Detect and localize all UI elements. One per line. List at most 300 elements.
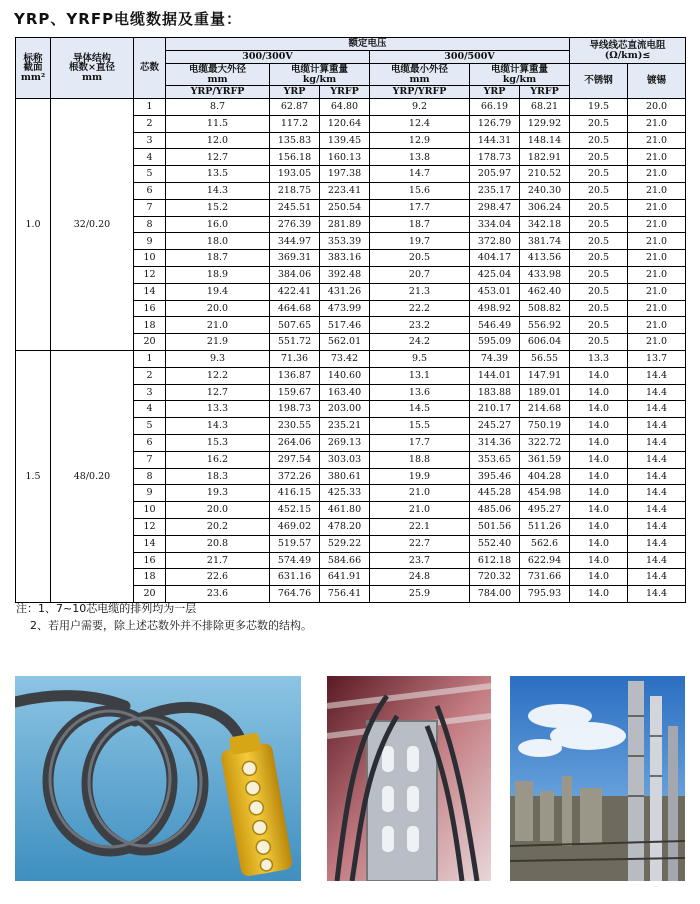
table-cell: 147.91 bbox=[520, 367, 570, 384]
table-cell: 21.7 bbox=[166, 552, 270, 569]
table-cell: 24.8 bbox=[370, 569, 470, 586]
table-cell: 21.0 bbox=[166, 317, 270, 334]
table-cell: 12.7 bbox=[166, 384, 270, 401]
col-header-yrp-yrfp: YRP/YRFP bbox=[166, 86, 270, 99]
table-cell: 14.4 bbox=[628, 552, 686, 569]
col-header-yrfp: YRFP bbox=[520, 86, 570, 99]
table-cell: 210.52 bbox=[520, 166, 570, 183]
table-cell: 14.4 bbox=[628, 384, 686, 401]
table-cell: 485.06 bbox=[470, 502, 520, 519]
table-cell: 20.5 bbox=[570, 182, 628, 199]
table-cell: 9 bbox=[134, 233, 166, 250]
table-cell: 495.27 bbox=[520, 502, 570, 519]
table-cell: 14 bbox=[134, 283, 166, 300]
col-header-rated-voltage: 额定电压 bbox=[166, 38, 570, 51]
table-cell: 156.18 bbox=[270, 149, 320, 166]
table-cell: 381.74 bbox=[520, 233, 570, 250]
table-cell: 7 bbox=[134, 199, 166, 216]
table-cell: 454.98 bbox=[520, 485, 570, 502]
col-header-min-od: 电缆最小外径 mm bbox=[370, 64, 470, 86]
table-cell: 19.9 bbox=[370, 468, 470, 485]
table-cell: 380.61 bbox=[320, 468, 370, 485]
table-cell: 15.5 bbox=[370, 418, 470, 435]
table-cell: 20.5 bbox=[570, 166, 628, 183]
table-cell: 21.0 bbox=[628, 182, 686, 199]
table-cell: 20.5 bbox=[570, 216, 628, 233]
table-cell: 276.39 bbox=[270, 216, 320, 233]
table-cell: 562.6 bbox=[520, 535, 570, 552]
table-cell: 14.4 bbox=[628, 401, 686, 418]
table-cell: 21.0 bbox=[370, 502, 470, 519]
table-cell: 66.19 bbox=[470, 99, 520, 116]
table-cell: 6 bbox=[134, 434, 166, 451]
table-cell: 24.2 bbox=[370, 334, 470, 351]
col-header-yrp: YRP bbox=[470, 86, 520, 99]
table-cell: 14.0 bbox=[570, 552, 628, 569]
table-cell: 361.59 bbox=[520, 451, 570, 468]
table-cell: 19.3 bbox=[166, 485, 270, 502]
table-cell: 18.0 bbox=[166, 233, 270, 250]
col-header-300-300v: 300/300V bbox=[166, 51, 370, 64]
table-cell: 18.7 bbox=[166, 250, 270, 267]
table-cell: 14.3 bbox=[166, 182, 270, 199]
table-cell: 9 bbox=[134, 485, 166, 502]
table-cell: 501.56 bbox=[470, 518, 520, 535]
table-cell: 21.3 bbox=[370, 283, 470, 300]
table-cell: 14.0 bbox=[570, 401, 628, 418]
table-cell: 235.17 bbox=[470, 182, 520, 199]
table-cell: 19.7 bbox=[370, 233, 470, 250]
structure-cell: 32/0.20 bbox=[51, 99, 134, 351]
table-cell: 235.21 bbox=[320, 418, 370, 435]
table-cell: 574.49 bbox=[270, 552, 320, 569]
table-cell: 245.27 bbox=[470, 418, 520, 435]
table-cell: 73.42 bbox=[320, 350, 370, 367]
table-cell: 14.0 bbox=[570, 518, 628, 535]
table-cell: 529.22 bbox=[320, 535, 370, 552]
page-title: YRP、YRFP电缆数据及重量： bbox=[14, 10, 243, 28]
table-cell: 9.3 bbox=[166, 350, 270, 367]
col-header-section: 标称 截面 mm² bbox=[16, 38, 51, 99]
table-cell: 14.4 bbox=[628, 451, 686, 468]
table-cell: 322.72 bbox=[520, 434, 570, 451]
table-cell: 18 bbox=[134, 317, 166, 334]
col-header-weight-500: 电缆计算重量 kg/km bbox=[470, 64, 570, 86]
table-cell: 23.6 bbox=[166, 586, 270, 603]
table-cell: 314.36 bbox=[470, 434, 520, 451]
table-cell: 14.4 bbox=[628, 502, 686, 519]
section-cell: 1.0 bbox=[16, 99, 51, 351]
table-cell: 74.39 bbox=[470, 350, 520, 367]
table-cell: 14.4 bbox=[628, 586, 686, 603]
table-cell: 13.7 bbox=[628, 350, 686, 367]
table-cell: 21.0 bbox=[628, 334, 686, 351]
table-cell: 203.00 bbox=[320, 401, 370, 418]
table-cell: 473.99 bbox=[320, 300, 370, 317]
table-cell: 17.7 bbox=[370, 199, 470, 216]
table-cell: 384.06 bbox=[270, 266, 320, 283]
table-cell: 20.5 bbox=[570, 132, 628, 149]
table-cell: 19.5 bbox=[570, 99, 628, 116]
col-header-structure: 导体结构 根数×直径 mm bbox=[51, 38, 134, 99]
table-cell: 413.56 bbox=[520, 250, 570, 267]
table-cell: 13.5 bbox=[166, 166, 270, 183]
table-cell: 404.17 bbox=[470, 250, 520, 267]
col-header-weight-300: 电缆计算重量 kg/km bbox=[270, 64, 370, 86]
table-cell: 453.01 bbox=[470, 283, 520, 300]
table-cell: 461.80 bbox=[320, 502, 370, 519]
table-cell: 18.3 bbox=[166, 468, 270, 485]
table-cell: 12.2 bbox=[166, 367, 270, 384]
table-cell: 13.1 bbox=[370, 367, 470, 384]
table-cell: 64.80 bbox=[320, 99, 370, 116]
table-cell: 21.0 bbox=[628, 266, 686, 283]
table-cell: 306.24 bbox=[520, 199, 570, 216]
table-cell: 68.21 bbox=[520, 99, 570, 116]
table-cell: 21.0 bbox=[628, 132, 686, 149]
table-cell: 20.5 bbox=[570, 250, 628, 267]
table-cell: 11.5 bbox=[166, 115, 270, 132]
notes bbox=[16, 600, 312, 634]
table-cell: 18 bbox=[134, 569, 166, 586]
table-cell: 250.54 bbox=[320, 199, 370, 216]
table-cell: 281.89 bbox=[320, 216, 370, 233]
table-cell: 372.80 bbox=[470, 233, 520, 250]
table-cell: 344.97 bbox=[270, 233, 320, 250]
table-cell: 193.05 bbox=[270, 166, 320, 183]
table-cell: 18.7 bbox=[370, 216, 470, 233]
section-cell: 1.5 bbox=[16, 350, 51, 602]
table-cell: 14.4 bbox=[628, 518, 686, 535]
table-cell: 14.7 bbox=[370, 166, 470, 183]
table-cell: 21.0 bbox=[628, 300, 686, 317]
table-cell: 720.32 bbox=[470, 569, 520, 586]
refinery-photo bbox=[510, 676, 685, 881]
table-cell: 21.0 bbox=[370, 485, 470, 502]
table-cell: 425.04 bbox=[470, 266, 520, 283]
table-cell: 20.0 bbox=[628, 99, 686, 116]
table-cell: 20.5 bbox=[370, 250, 470, 267]
table-cell: 21.0 bbox=[628, 233, 686, 250]
table-cell: 21.0 bbox=[628, 115, 686, 132]
table-cell: 631.16 bbox=[270, 569, 320, 586]
table-cell: 511.26 bbox=[520, 518, 570, 535]
table-cell: 14.0 bbox=[570, 451, 628, 468]
table-cell: 353.65 bbox=[470, 451, 520, 468]
table-cell: 22.1 bbox=[370, 518, 470, 535]
table-cell: 264.06 bbox=[270, 434, 320, 451]
table-cell: 478.20 bbox=[320, 518, 370, 535]
table-cell: 8.7 bbox=[166, 99, 270, 116]
table-cell: 5 bbox=[134, 166, 166, 183]
table-cell: 21.0 bbox=[628, 166, 686, 183]
col-header-yrp: YRP bbox=[270, 86, 320, 99]
table-cell: 297.54 bbox=[270, 451, 320, 468]
table-cell: 395.46 bbox=[470, 468, 520, 485]
table-cell: 12.9 bbox=[370, 132, 470, 149]
table-cell: 606.04 bbox=[520, 334, 570, 351]
table-cell: 14.0 bbox=[570, 502, 628, 519]
table-cell: 148.14 bbox=[520, 132, 570, 149]
table-cell: 21.0 bbox=[628, 317, 686, 334]
table-cell: 15.3 bbox=[166, 434, 270, 451]
table-cell: 14 bbox=[134, 535, 166, 552]
table-cell: 383.16 bbox=[320, 250, 370, 267]
table-cell: 14.0 bbox=[570, 384, 628, 401]
table-cell: 15.6 bbox=[370, 182, 470, 199]
table-cell: 14.0 bbox=[570, 367, 628, 384]
table-cell: 795.93 bbox=[520, 586, 570, 603]
table-row bbox=[16, 350, 686, 367]
table-cell: 14.0 bbox=[570, 434, 628, 451]
table-cell: 369.31 bbox=[270, 250, 320, 267]
table-cell: 8 bbox=[134, 216, 166, 233]
table-cell: 425.33 bbox=[320, 485, 370, 502]
table-cell: 22.2 bbox=[370, 300, 470, 317]
table-cell: 140.60 bbox=[320, 367, 370, 384]
table-cell: 784.00 bbox=[470, 586, 520, 603]
table-cell: 595.09 bbox=[470, 334, 520, 351]
table-cell: 14.4 bbox=[628, 485, 686, 502]
table-cell: 14.4 bbox=[628, 418, 686, 435]
cable-pendant-photo bbox=[15, 676, 301, 881]
table-cell: 3 bbox=[134, 132, 166, 149]
table-cell: 178.73 bbox=[470, 149, 520, 166]
table-cell: 136.87 bbox=[270, 367, 320, 384]
table-cell: 20.5 bbox=[570, 199, 628, 216]
table-cell: 14.0 bbox=[570, 418, 628, 435]
table-cell: 14.0 bbox=[570, 468, 628, 485]
table-cell: 21.0 bbox=[628, 216, 686, 233]
table-cell: 14.0 bbox=[570, 569, 628, 586]
table-cell: 612.18 bbox=[470, 552, 520, 569]
table-cell: 641.91 bbox=[320, 569, 370, 586]
col-header-resistance: 导线线芯直流电阻 (Ω/km)≤ bbox=[570, 38, 686, 64]
col-header-yrfp: YRFP bbox=[320, 86, 370, 99]
table-cell: 197.38 bbox=[320, 166, 370, 183]
table-cell: 17.7 bbox=[370, 434, 470, 451]
table-cell: 9.5 bbox=[370, 350, 470, 367]
table-cell: 20 bbox=[134, 334, 166, 351]
table-cell: 12 bbox=[134, 518, 166, 535]
table-cell: 16.2 bbox=[166, 451, 270, 468]
table-cell: 14.4 bbox=[628, 367, 686, 384]
table-cell: 14.4 bbox=[628, 434, 686, 451]
table-row bbox=[16, 99, 686, 116]
table-cell: 13.3 bbox=[166, 401, 270, 418]
table-cell: 20.0 bbox=[166, 502, 270, 519]
table-cell: 269.13 bbox=[320, 434, 370, 451]
table-cell: 120.64 bbox=[320, 115, 370, 132]
table-cell: 23.2 bbox=[370, 317, 470, 334]
table-cell: 16 bbox=[134, 552, 166, 569]
structure-cell: 48/0.20 bbox=[51, 350, 134, 602]
table-cell: 433.98 bbox=[520, 266, 570, 283]
table-cell: 507.65 bbox=[270, 317, 320, 334]
table-cell: 20.5 bbox=[570, 149, 628, 166]
table-cell: 21.0 bbox=[628, 199, 686, 216]
table-cell: 1 bbox=[134, 350, 166, 367]
table-cell: 15.2 bbox=[166, 199, 270, 216]
table-cell: 230.55 bbox=[270, 418, 320, 435]
table-cell: 756.41 bbox=[320, 586, 370, 603]
col-header-tinned: 镀锡 bbox=[628, 64, 686, 99]
table-cell: 6 bbox=[134, 182, 166, 199]
table-cell: 334.04 bbox=[470, 216, 520, 233]
table-cell: 10 bbox=[134, 250, 166, 267]
table-cell: 71.36 bbox=[270, 350, 320, 367]
col-header-stainless: 不锈钢 bbox=[570, 64, 628, 99]
table-cell: 14.5 bbox=[370, 401, 470, 418]
table-cell: 25.9 bbox=[370, 586, 470, 603]
table-cell: 404.28 bbox=[520, 468, 570, 485]
table-cell: 353.39 bbox=[320, 233, 370, 250]
table-cell: 3 bbox=[134, 384, 166, 401]
table-cell: 584.66 bbox=[320, 552, 370, 569]
table-cell: 240.30 bbox=[520, 182, 570, 199]
table-cell: 14.4 bbox=[628, 569, 686, 586]
table-cell: 205.97 bbox=[470, 166, 520, 183]
table-cell: 2 bbox=[134, 115, 166, 132]
table-cell: 556.92 bbox=[520, 317, 570, 334]
table-cell: 562.01 bbox=[320, 334, 370, 351]
table-cell: 303.03 bbox=[320, 451, 370, 468]
table-cell: 14.0 bbox=[570, 535, 628, 552]
col-header-300-500v: 300/500V bbox=[370, 51, 570, 64]
table-cell: 551.72 bbox=[270, 334, 320, 351]
table-cell: 13.6 bbox=[370, 384, 470, 401]
table-cell: 372.26 bbox=[270, 468, 320, 485]
table-cell: 21.0 bbox=[628, 250, 686, 267]
table-cell: 189.01 bbox=[520, 384, 570, 401]
table-cell: 4 bbox=[134, 401, 166, 418]
table-cell: 198.73 bbox=[270, 401, 320, 418]
table-cell: 20.7 bbox=[370, 266, 470, 283]
table-cell: 18.9 bbox=[166, 266, 270, 283]
table-cell: 14.4 bbox=[628, 535, 686, 552]
table-cell: 445.28 bbox=[470, 485, 520, 502]
table-cell: 210.17 bbox=[470, 401, 520, 418]
table-cell: 14.3 bbox=[166, 418, 270, 435]
table-cell: 20.5 bbox=[570, 266, 628, 283]
table-cell: 20.5 bbox=[570, 115, 628, 132]
table-cell: 20.5 bbox=[570, 317, 628, 334]
table-cell: 21.9 bbox=[166, 334, 270, 351]
table-cell: 183.88 bbox=[470, 384, 520, 401]
table-cell: 129.92 bbox=[520, 115, 570, 132]
table-cell: 14.0 bbox=[570, 485, 628, 502]
table-cell: 159.67 bbox=[270, 384, 320, 401]
table-cell: 469.02 bbox=[270, 518, 320, 535]
table-cell: 731.66 bbox=[520, 569, 570, 586]
table-cell: 2 bbox=[134, 367, 166, 384]
note-line: 注：1、7~10芯电缆的排列均为一层 bbox=[16, 602, 197, 615]
table-cell: 519.57 bbox=[270, 535, 320, 552]
table-cell: 20.5 bbox=[570, 334, 628, 351]
table-cell: 392.48 bbox=[320, 266, 370, 283]
cable-tray-photo bbox=[327, 676, 491, 881]
table-cell: 182.91 bbox=[520, 149, 570, 166]
table-cell: 214.68 bbox=[520, 401, 570, 418]
table-cell: 21.0 bbox=[628, 149, 686, 166]
table-cell: 245.51 bbox=[270, 199, 320, 216]
table-cell: 13.3 bbox=[570, 350, 628, 367]
table-cell: 422.41 bbox=[270, 283, 320, 300]
table-cell: 223.41 bbox=[320, 182, 370, 199]
table-cell: 20.5 bbox=[570, 233, 628, 250]
table-cell: 22.7 bbox=[370, 535, 470, 552]
table-cell: 126.79 bbox=[470, 115, 520, 132]
table-cell: 160.13 bbox=[320, 149, 370, 166]
table-cell: 4 bbox=[134, 149, 166, 166]
table-cell: 464.68 bbox=[270, 300, 320, 317]
table-cell: 22.6 bbox=[166, 569, 270, 586]
table-cell: 10 bbox=[134, 502, 166, 519]
table-cell: 546.49 bbox=[470, 317, 520, 334]
table-cell: 298.47 bbox=[470, 199, 520, 216]
table-cell: 342.18 bbox=[520, 216, 570, 233]
table-cell: 144.01 bbox=[470, 367, 520, 384]
col-header-yrp-yrfp: YRP/YRFP bbox=[370, 86, 470, 99]
table-cell: 1 bbox=[134, 99, 166, 116]
col-header-cores: 芯数 bbox=[134, 38, 166, 99]
table-cell: 218.75 bbox=[270, 182, 320, 199]
table-cell: 13.8 bbox=[370, 149, 470, 166]
table-cell: 20.5 bbox=[570, 300, 628, 317]
table-cell: 16 bbox=[134, 300, 166, 317]
table-cell: 14.4 bbox=[628, 468, 686, 485]
table-cell: 144.31 bbox=[470, 132, 520, 149]
table-cell: 20.8 bbox=[166, 535, 270, 552]
table-cell: 135.83 bbox=[270, 132, 320, 149]
table-cell: 508.82 bbox=[520, 300, 570, 317]
table-cell: 139.45 bbox=[320, 132, 370, 149]
col-header-max-od: 电缆最大外径 mm bbox=[166, 64, 270, 86]
table-cell: 7 bbox=[134, 451, 166, 468]
table-cell: 452.15 bbox=[270, 502, 320, 519]
table-cell: 622.94 bbox=[520, 552, 570, 569]
table-cell: 431.26 bbox=[320, 283, 370, 300]
table-cell: 12 bbox=[134, 266, 166, 283]
table-cell: 20.5 bbox=[570, 283, 628, 300]
table-cell: 498.92 bbox=[470, 300, 520, 317]
table-cell: 8 bbox=[134, 468, 166, 485]
table-cell: 750.19 bbox=[520, 418, 570, 435]
table-cell: 552.40 bbox=[470, 535, 520, 552]
table-cell: 12.7 bbox=[166, 149, 270, 166]
table-cell: 19.4 bbox=[166, 283, 270, 300]
table-cell: 20 bbox=[134, 586, 166, 603]
table-cell: 14.0 bbox=[570, 586, 628, 603]
table-cell: 117.2 bbox=[270, 115, 320, 132]
table-cell: 416.15 bbox=[270, 485, 320, 502]
table-cell: 23.7 bbox=[370, 552, 470, 569]
table-cell: 764.76 bbox=[270, 586, 320, 603]
table-cell: 163.40 bbox=[320, 384, 370, 401]
table-cell: 12.0 bbox=[166, 132, 270, 149]
table-cell: 16.0 bbox=[166, 216, 270, 233]
table-cell: 517.46 bbox=[320, 317, 370, 334]
table-cell: 20.2 bbox=[166, 518, 270, 535]
note-line: 2、若用户需要，除上述芯数外并不排除更多芯数的结构。 bbox=[16, 619, 312, 632]
cable-data-table bbox=[15, 37, 686, 603]
table-cell: 12.4 bbox=[370, 115, 470, 132]
table-cell: 9.2 bbox=[370, 99, 470, 116]
table-cell: 21.0 bbox=[628, 283, 686, 300]
table-cell: 462.40 bbox=[520, 283, 570, 300]
table-cell: 56.55 bbox=[520, 350, 570, 367]
table-cell: 5 bbox=[134, 418, 166, 435]
